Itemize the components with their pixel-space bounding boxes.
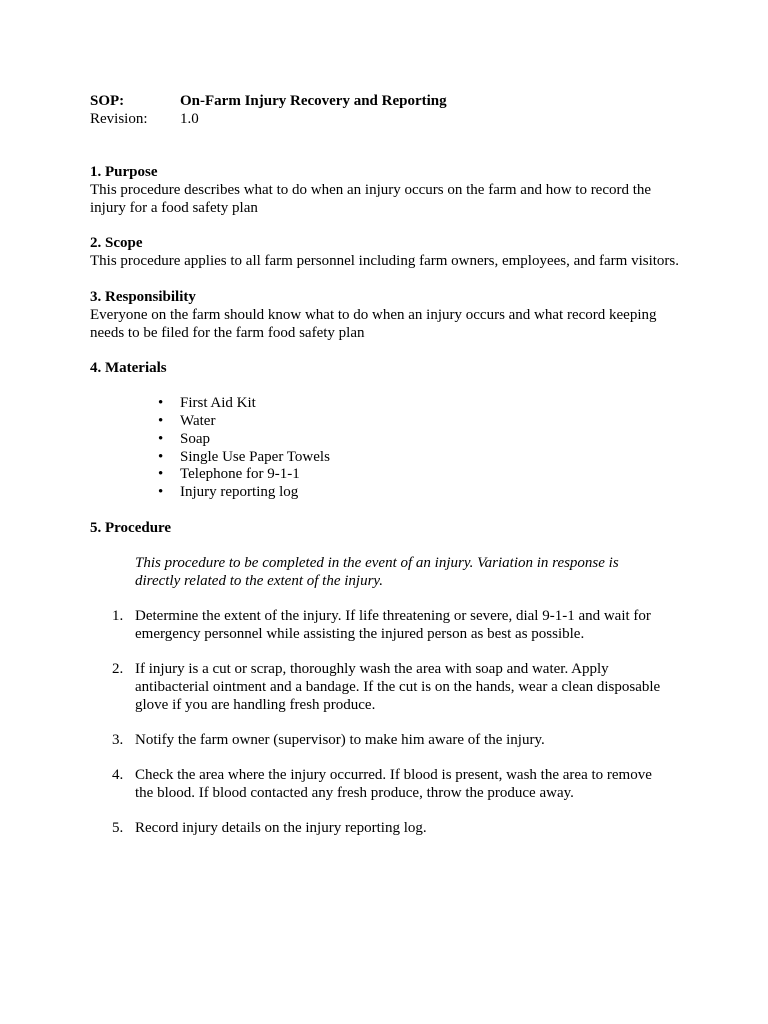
material-label: Single Use Paper Towels (180, 448, 330, 465)
sop-title: On-Farm Injury Recovery and Reporting (180, 93, 447, 109)
sop-document (90, 93, 680, 838)
step-number: 5. (112, 820, 124, 837)
material-label: First Aid Kit (180, 395, 256, 412)
materials-list (90, 395, 680, 502)
revision-value: 1.0 (180, 111, 199, 127)
step-number: 3. (112, 731, 124, 748)
purpose-heading: 1. Purpose (90, 164, 158, 180)
procedure-heading: 5. Procedure (90, 519, 172, 536)
bullet-icon: • (158, 412, 164, 429)
material-label: Water (180, 412, 216, 429)
responsibility-section (90, 289, 680, 342)
step-number: 4. (112, 767, 124, 784)
materials-section (90, 360, 680, 502)
scope-text: This procedure applies to all farm personnel including farm owners, employees, and farm visitors. (90, 253, 679, 270)
scope-section (90, 235, 680, 271)
materials-heading: 4. Materials (90, 360, 167, 377)
step-number: 2. (112, 660, 124, 677)
procedure-intro: This procedure to be completed in the event of an injury. Variation in response is directly related to the extent of the injury. (135, 554, 619, 589)
material-label: Soap (180, 430, 210, 447)
step-text: Record injury details on the injury reporting log. (135, 820, 427, 837)
procedure-section (90, 520, 680, 838)
bullet-icon: • (158, 395, 164, 412)
material-label: Injury reporting log (180, 484, 299, 501)
revision-label: Revision: (90, 111, 148, 127)
list-item (90, 820, 670, 838)
step-number: 1. (112, 607, 124, 624)
bullet-icon: • (158, 448, 164, 465)
step-text: Notify the farm owner (supervisor) to make him aware of the injury. (135, 731, 545, 748)
material-label: Telephone for 9-1-1 (180, 466, 300, 483)
responsibility-text: Everyone on the farm should know what to do when an injury occurs and what record keeping needs to be filed for the farm food safety plan (90, 306, 657, 341)
list-item (90, 661, 670, 714)
list-item (158, 484, 680, 502)
procedure-steps (90, 608, 680, 838)
list-item (158, 448, 680, 467)
bullet-icon: • (158, 466, 164, 483)
bullet-icon: • (158, 484, 164, 501)
revision-row (90, 111, 680, 129)
scope-heading: 2. Scope (90, 235, 143, 252)
purpose-text: This procedure describes what to do when an injury occurs on the farm and how to record the injury for a food safety plan (90, 181, 652, 216)
list-item (158, 430, 680, 449)
list-item (158, 466, 680, 484)
list-item (90, 732, 670, 750)
sop-title-row (90, 93, 680, 111)
list-item (90, 767, 670, 803)
step-text: Check the area where the injury occurred. If blood is present, wash the area to remove the blood. If blood contacted any fresh produce, throw the produce away. (135, 767, 652, 801)
list-item (90, 608, 670, 644)
step-text: Determine the extent of the injury. If life threatening or severe, dial 9-1-1 and wait for emergency personnel while assisting the injured person as best as possible. (135, 607, 651, 642)
purpose-section (90, 164, 680, 217)
step-text: If injury is a cut or scrap, thoroughly wash the area with soap and water. Apply antibacterial ointment and a bandage. If the cut is on the hands, wear a clean disposable glove if you are handling fresh produce. (135, 660, 661, 713)
list-item (158, 412, 680, 431)
bullet-icon: • (158, 430, 164, 447)
list-item (158, 395, 680, 413)
responsibility-heading: 3. Responsibility (90, 288, 196, 305)
sop-label: SOP: (90, 93, 125, 109)
